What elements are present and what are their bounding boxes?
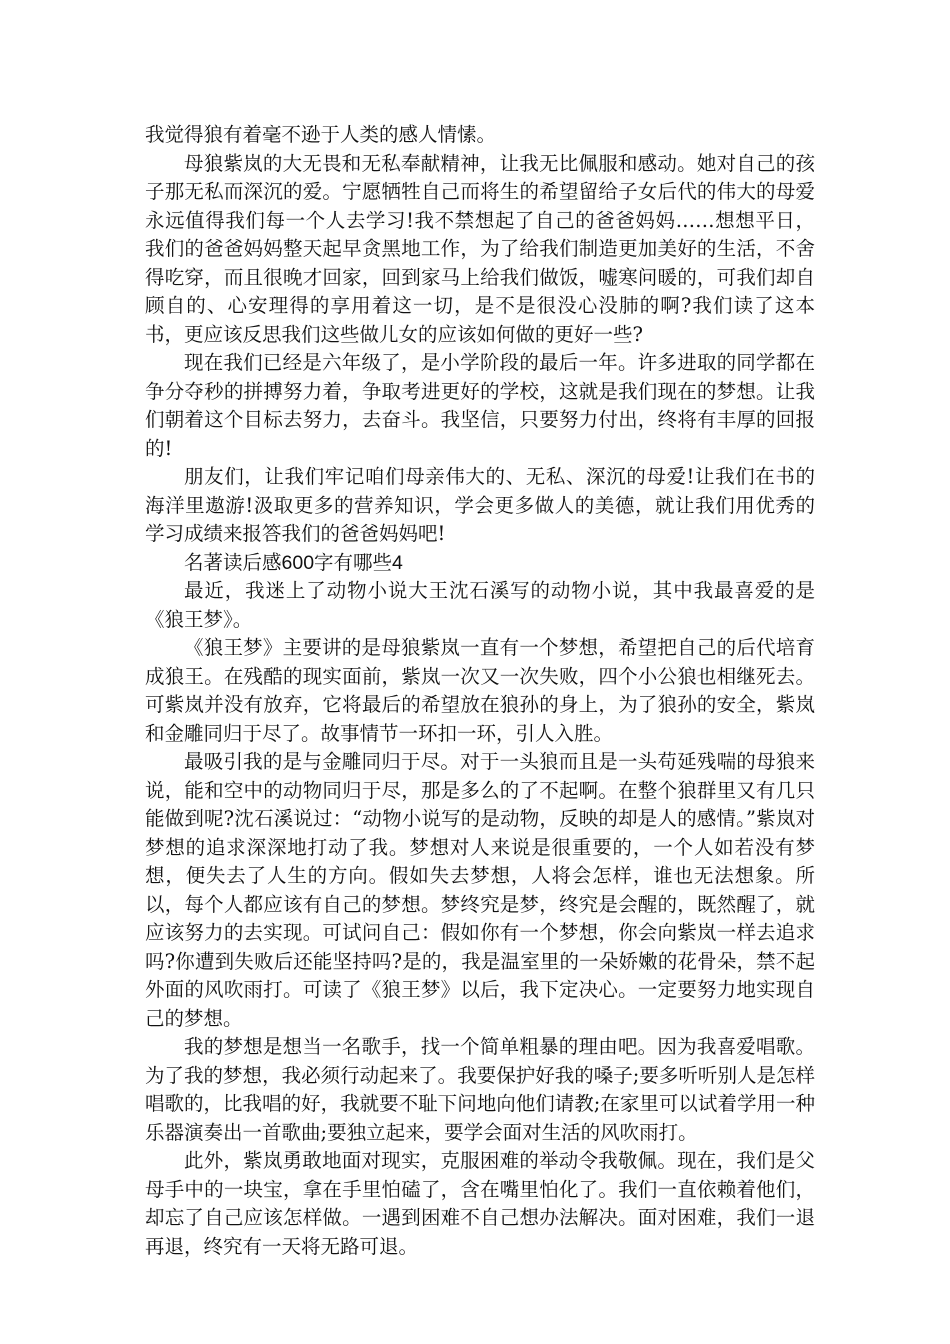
paragraph-singer-dream: 我的梦想是想当一名歌手，找一个简单粗暴的理由吧。因为我喜爱唱歌。为了我的梦想，我必须行动起来了。我要保护好我的嗓子;要多听听别人是怎样唱歌的，比我唱的好，我就要不耻下问地向他们请教;在家里可以试着学用一种乐器演奏出一首歌曲;要独立起来，要学会面对生活的风吹雨打。 (145, 1035, 815, 1144)
document-page (145, 121, 815, 1261)
paragraph-friends: 朋友们，让我们牢记咱们母亲伟大的、无私、深沉的母爱!让我们在书的海洋里遨游!汲取更多的营养知识，学会更多做人的美德，就让我们用优秀的学习成绩来报答我们的爸爸妈妈吧! (145, 465, 815, 545)
paragraph-courage: 此外，紫岚勇敢地面对现实，克服困难的举动令我敬佩。现在，我们是父母手中的一块宝，拿在手里怕磕了，含在嘴里怕化了。我们一直依赖着他们，却忘了自己应该怎样做。一遇到困难不自己想办法解决。面对困难，我们一退再退，终究有一天将无路可退。 (145, 1149, 815, 1258)
paragraph-most-attractive: 最吸引我的是与金雕同归于尽。对于一头狼而且是一头苟延残喘的母狼来说，能和空中的动物同归于尽，那是多么的了不起啊。在整个狼群里又有几只能做到呢?沈石溪说过：“动物小说写的是动物，反映的却是人的感情。”紫岚对梦想的追求深深地打动了我。梦想对人来说是很重要的，一个人如若没有梦想，便失去了人生的方向。假如失去梦想，人将会怎样，谁也无法想象。所以，每个人都应该有自己的梦想。梦终究是梦，终究是会醒的，既然醒了，就应该努力的去实现。可试问自己：假如你有一个梦想，你会向紫岚一样去追求吗?你遭到失败后还能坚持吗?是的，我是温室里的一朵娇嫩的花骨朵，禁不起外面的风吹雨打。可读了《狼王梦》以后，我下定决心。一定要努力地实现自己的梦想。 (145, 750, 815, 1030)
paragraph-continuation: 我觉得狼有着毫不逊于人类的感人情愫。 (145, 123, 497, 146)
section-heading: 名著读后感600字有哪些4 (184, 551, 403, 574)
paragraph-sixth-grade: 现在我们已经是六年级了，是小学阶段的最后一年。许多进取的同学都在争分夺秒的拼搏努力着，争取考进更好的学校，这就是我们现在的梦想。让我们朝着这个目标去努力，去奋斗。我坚信，只要努力付出，终将有丰厚的回报的! (145, 351, 815, 460)
paragraph-mother-love: 母狼紫岚的大无畏和无私奉献精神，让我无比佩服和感动。她对自己的孩子那无私而深沉的爱。宁愿牺牲自己而将生的希望留给子女后代的伟大的母爱永远值得我们每一个人去学习!我不禁想起了自己的爸爸妈妈……想想平日，我们的爸爸妈妈整天起早贪黑地工作，为了给我们制造更加美好的生活，不舍得吃穿，而且很晚才回家，回到家马上给我们做饭，嘘寒问暖的，可我们却自顾自的、心安理得的享用着这一切，是不是很没心没肺的啊?我们读了这本书，更应该反思我们这些做儿女的应该如何做的更好一些? (145, 151, 815, 346)
paragraph-recently: 最近，我迷上了动物小说大王沈石溪写的动物小说，其中我最喜爱的是《狼王梦》。 (145, 579, 815, 631)
paragraph-book-summary: 《狼王梦》主要讲的是母狼紫岚一直有一个梦想，希望把自己的后代培育成狼王。在残酷的现实面前，紫岚一次又一次失败，四个小公狼也相继死去。可紫岚并没有放弃，它将最后的希望放在狼孙的身上，为了狼孙的安全，紫岚和金雕同归于尽了。故事情节一环扣一环，引人入胜。 (145, 636, 815, 745)
